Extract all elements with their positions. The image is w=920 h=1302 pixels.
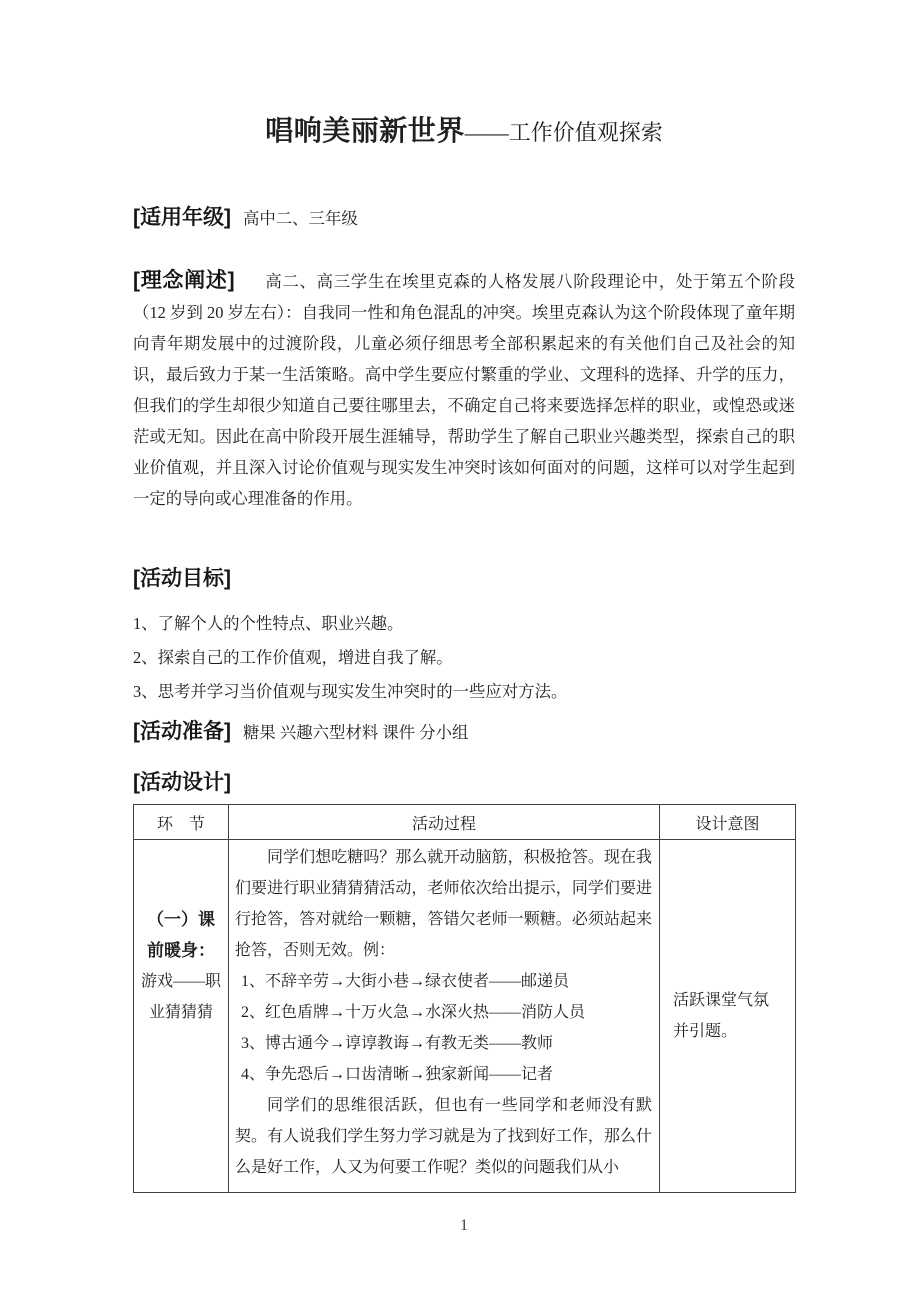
section-concept [133,265,795,514]
section-text-concept: 高二、高三学生在埃里克森的人格发展八阶段理论中，处于第五个阶段（12 岁到 20 岁左右）：自我同一性和角色混乱的冲突。埃里克森认为这个阶段体现了童年期向青年期发展中的过渡阶段，儿童必须仔细思考全部积累起来的有关他们自己及社会的知识，最后致力于某一生活策略。高中学生要应付繁重的学业、文理科的选择、升学的压力，但我们的学生却很少知道自己要往哪里去，不确定自己将来要选择怎样的职业，或惶恐或迷茫或无知。因此在高中阶段开展生涯辅导，帮助学生了解自己职业兴趣类型，探索自己的职业价值观，并且深入讨论价值观与现实发生冲突时该如何面对的问题，这样可以对学生起到一定的导向或心理准备的作用。 [133,272,795,508]
document-body [133,112,795,1235]
table-header-process: 活动过程 [229,805,660,840]
section-text-grade: 高中二、三年级 [243,209,358,228]
process-example: 1、不辞辛劳→大街小巷→绿衣使者——邮递员 [241,973,570,990]
process-example: 3、博古通今→谆谆教诲→有教无类——教师 [241,1035,554,1052]
goal-item: 1、了解个人的个性特点、职业兴趣。 [133,614,404,633]
table-header-intent: 设计意图 [660,805,796,840]
section-grade [133,204,795,234]
goal-item: 3、思考并学习当价值观与现实发生冲突时的一些应对方法。 [133,682,568,701]
activity-design-table [133,804,796,1193]
stage-subtitle: 游戏——职业猜猜猜 [140,973,221,1021]
process-example: 4、争先恐后→口齿清晰→独家新闻——记者 [241,1066,554,1083]
section-label-design: [活动设计] [133,771,231,794]
table-cell-stage [134,840,229,1193]
goal-item: 2、探索自己的工作价值观，增进自我了解。 [133,648,453,667]
table-cell-intent [660,840,796,1193]
section-label-goals: [活动目标] [133,567,231,590]
stage-title: （一）课前暖身： [147,910,215,960]
section-label-concept: [理念阐述] [133,269,235,292]
page-number: 1 [460,1217,468,1234]
page-title-main: 唱响美丽新世界 [265,115,465,146]
process-example: 2、红色盾牌→十万火急→水深火热——消防人员 [241,1004,586,1021]
table-header-row [134,805,796,840]
process-paragraph: 同学们想吃糖吗？那么就开动脑筋，积极抢答。现在我们要进行职业猜猜猜活动，老师依次给出提示，同学们要进行抢答，答对就给一颗糖，答错欠老师一颗糖。必须站起来抢答，否则无效。例： [235,849,652,959]
section-label-grade: [适用年级] [133,206,231,229]
section-text-preparation: 糖果 兴趣六型材料 课件 分小组 [243,723,469,742]
page-title-subtitle: ——工作价值观探索 [464,120,663,145]
table-cell-process [229,840,660,1193]
page-title [133,112,795,152]
intent-text: 活跃课堂气氛并引题。 [673,992,770,1040]
goals-list [133,607,795,709]
table-row [134,840,796,1193]
process-paragraph: 同学们的思维很活跃，但也有一些同学和老师没有默契。有人说我们学生努力学习就是为了找到好工作，那么什么是好工作，人又为何要工作呢？类似的问题我们从小 [235,1097,652,1176]
section-preparation [133,718,795,748]
table-header-stage: 环 节 [134,805,229,840]
section-label-preparation: [活动准备] [133,720,231,743]
